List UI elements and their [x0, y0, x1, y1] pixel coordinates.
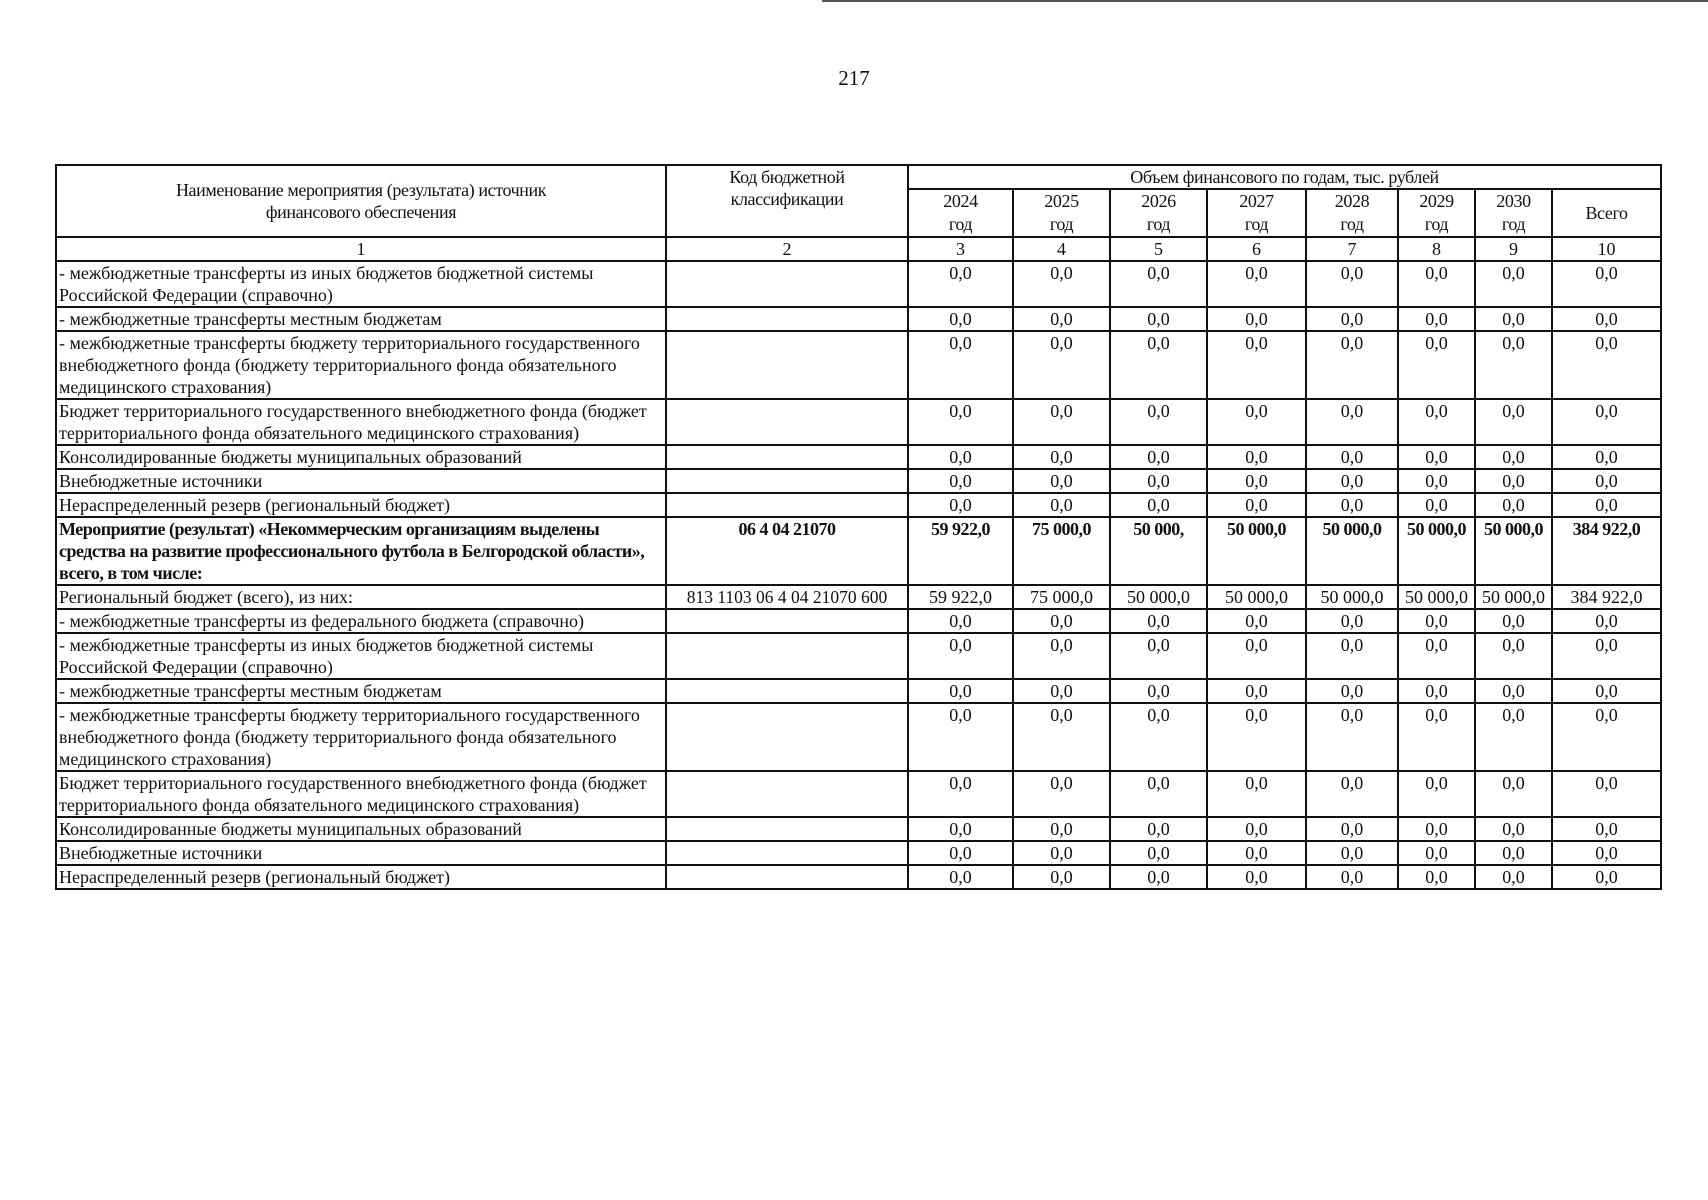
- row-year-value: 0,0: [1306, 445, 1398, 469]
- row-year-value: 0,0: [1398, 493, 1475, 517]
- row-total-value: 0,0: [1552, 493, 1661, 517]
- row-total-value: 0,0: [1552, 261, 1661, 307]
- row-year-value: 0,0: [1398, 865, 1475, 889]
- header-row-top: [56, 165, 1661, 189]
- row-budget-code: [666, 841, 908, 865]
- row-name: Мероприятие (результат) «Некоммерческим организациям выделены средства на развитие профессионального футбола в Белгородской области», всего, в том числе:: [56, 517, 666, 585]
- table-row: [56, 493, 1661, 517]
- row-year-value: 0,0: [1013, 841, 1110, 865]
- row-name: - межбюджетные трансферты из иных бюджетов бюджетной системы Российской Федерации (справочно): [56, 261, 666, 307]
- row-budget-code: [666, 331, 908, 399]
- row-name: Бюджет территориального государственного внебюджетного фонда (бюджет территориального фонда обязательного медицинского страхования): [56, 399, 666, 445]
- row-year-value: 0,0: [908, 679, 1013, 703]
- row-year-value: 0,0: [1475, 609, 1552, 633]
- row-name: Бюджет территориального государственного внебюджетного фонда (бюджет территориального фонда обязательного медицинского страхования): [56, 771, 666, 817]
- row-year-value: 0,0: [1398, 261, 1475, 307]
- row-name: - межбюджетные трансферты местным бюджетам: [56, 679, 666, 703]
- row-year-value: 0,0: [1306, 817, 1398, 841]
- row-year-value: 0,0: [908, 445, 1013, 469]
- row-budget-code: [666, 261, 908, 307]
- row-year-value: 0,0: [1207, 307, 1306, 331]
- row-year-value: 0,0: [1013, 703, 1110, 771]
- row-budget-code: [666, 679, 908, 703]
- row-year-value: 0,0: [908, 469, 1013, 493]
- row-year-value: 0,0: [1207, 841, 1306, 865]
- header-name-column: Наименование мероприятия (результата) источник финансового обеспечения: [56, 165, 666, 237]
- table-row: [56, 865, 1661, 889]
- row-year-value: 0,0: [908, 399, 1013, 445]
- row-year-value: 0,0: [1110, 817, 1207, 841]
- row-year-value: 0,0: [1013, 633, 1110, 679]
- header-year: 2026: [1141, 191, 1176, 211]
- row-year-value: 0,0: [1110, 445, 1207, 469]
- row-year-value: 0,0: [1110, 771, 1207, 817]
- row-year-value: 0,0: [1207, 817, 1306, 841]
- row-year-value: 0,0: [1398, 331, 1475, 399]
- row-year-value: 0,0: [1110, 261, 1207, 307]
- row-year-value: 0,0: [1110, 469, 1207, 493]
- row-year-value: 0,0: [1398, 817, 1475, 841]
- row-year-value: 0,0: [1207, 679, 1306, 703]
- header-year-suffix: год: [948, 214, 973, 234]
- row-year-value: 75 000,0: [1013, 585, 1110, 609]
- row-year-value: 0,0: [1306, 865, 1398, 889]
- table-row: [56, 469, 1661, 493]
- row-year-value: 59 922,0: [908, 517, 1013, 585]
- header-year-cell: [1475, 189, 1552, 237]
- row-year-value: 0,0: [1306, 633, 1398, 679]
- row-year-value: 0,0: [1475, 771, 1552, 817]
- row-budget-code: [666, 493, 908, 517]
- row-year-value: 0,0: [1207, 399, 1306, 445]
- row-year-value: 0,0: [1207, 493, 1306, 517]
- row-year-value: 59 922,0: [908, 585, 1013, 609]
- row-name: Нераспределенный резерв (региональный бюджет): [56, 865, 666, 889]
- row-year-value: 0,0: [1207, 469, 1306, 493]
- row-year-value: 0,0: [1306, 771, 1398, 817]
- row-year-value: 0,0: [1110, 331, 1207, 399]
- header-year-cell: [1306, 189, 1398, 237]
- row-total-value: 0,0: [1552, 331, 1661, 399]
- header-year: 2025: [1044, 191, 1079, 211]
- row-year-value: 0,0: [1013, 399, 1110, 445]
- header-year-suffix: год: [1244, 214, 1269, 234]
- column-number: 3: [908, 237, 1013, 261]
- row-year-value: 0,0: [1475, 703, 1552, 771]
- row-year-value: 0,0: [1398, 679, 1475, 703]
- row-year-value: 0,0: [908, 331, 1013, 399]
- row-year-value: 0,0: [1013, 865, 1110, 889]
- row-year-value: 0,0: [908, 865, 1013, 889]
- row-budget-code: [666, 703, 908, 771]
- header-total-column: Всего: [1552, 189, 1661, 237]
- column-number: 5: [1110, 237, 1207, 261]
- header-year: 2029: [1419, 191, 1454, 211]
- table-body: [56, 261, 1661, 889]
- row-year-value: 0,0: [1110, 609, 1207, 633]
- header-year: 2030: [1496, 191, 1531, 211]
- row-year-value: 50 000,0: [1398, 585, 1475, 609]
- row-year-value: 0,0: [1306, 679, 1398, 703]
- row-year-value: 0,0: [908, 493, 1013, 517]
- row-budget-code: [666, 399, 908, 445]
- row-year-value: 50 000,0: [1398, 517, 1475, 585]
- row-year-value: 0,0: [1306, 307, 1398, 331]
- table-row: [56, 609, 1661, 633]
- row-year-value: 0,0: [1306, 399, 1398, 445]
- header-volume-column: Объем финансового по годам, тыс. рублей: [908, 165, 1661, 189]
- header-year-suffix: год: [1501, 214, 1526, 234]
- row-year-value: 0,0: [1475, 817, 1552, 841]
- row-year-value: 50 000,0: [1207, 585, 1306, 609]
- row-year-value: 0,0: [1475, 445, 1552, 469]
- row-year-value: 50 000,0: [1306, 517, 1398, 585]
- row-year-value: 0,0: [1207, 261, 1306, 307]
- row-total-value: 0,0: [1552, 307, 1661, 331]
- header-year-suffix: год: [1146, 214, 1171, 234]
- row-year-value: 0,0: [1475, 493, 1552, 517]
- row-year-value: 0,0: [1013, 817, 1110, 841]
- row-year-value: 0,0: [1207, 331, 1306, 399]
- row-total-value: 384 922,0: [1552, 585, 1661, 609]
- row-year-value: 0,0: [1207, 633, 1306, 679]
- row-year-value: 0,0: [908, 841, 1013, 865]
- row-year-value: 0,0: [1306, 703, 1398, 771]
- row-year-value: 0,0: [908, 609, 1013, 633]
- row-year-value: 0,0: [1398, 445, 1475, 469]
- row-name: - межбюджетные трансферты бюджету территориального государственного внебюджетного фонда (бюджету территориального фонда обязательного медицинского страхования): [56, 331, 666, 399]
- row-budget-code: 813 1103 06 4 04 21070 600: [666, 585, 908, 609]
- row-year-value: 0,0: [1110, 633, 1207, 679]
- column-number: 1: [56, 237, 666, 261]
- row-year-value: 0,0: [1110, 399, 1207, 445]
- row-year-value: 0,0: [908, 703, 1013, 771]
- header-year-cell: [1110, 189, 1207, 237]
- row-year-value: 0,0: [908, 817, 1013, 841]
- row-year-value: 0,0: [1398, 469, 1475, 493]
- row-year-value: 50 000,: [1110, 517, 1207, 585]
- table-row: [56, 261, 1661, 307]
- row-year-value: 0,0: [1475, 331, 1552, 399]
- column-number: 7: [1306, 237, 1398, 261]
- row-year-value: 0,0: [1207, 703, 1306, 771]
- header-year-cell: [908, 189, 1013, 237]
- row-budget-code: [666, 633, 908, 679]
- row-year-value: 0,0: [1398, 771, 1475, 817]
- row-name: - межбюджетные трансферты из иных бюджетов бюджетной системы Российской Федерации (справочно): [56, 633, 666, 679]
- header-year: 2028: [1334, 191, 1370, 211]
- row-year-value: 0,0: [1398, 399, 1475, 445]
- row-year-value: 0,0: [1475, 633, 1552, 679]
- header-code-column: Код бюджетной классификации: [666, 165, 908, 237]
- table-row: [56, 307, 1661, 331]
- header-year-suffix: год: [1049, 214, 1074, 234]
- header-year-cell: [1013, 189, 1110, 237]
- row-total-value: 0,0: [1552, 633, 1661, 679]
- row-total-value: 0,0: [1552, 841, 1661, 865]
- row-year-value: 0,0: [1110, 841, 1207, 865]
- row-year-value: 0,0: [1398, 609, 1475, 633]
- row-budget-code: [666, 445, 908, 469]
- row-year-value: 50 000,0: [1207, 517, 1306, 585]
- table-row: [56, 817, 1661, 841]
- row-year-value: 0,0: [1306, 609, 1398, 633]
- header-year-cell: [1207, 189, 1306, 237]
- row-name: - межбюджетные трансферты местным бюджетам: [56, 307, 666, 331]
- row-total-value: 0,0: [1552, 865, 1661, 889]
- column-numbers-row: [56, 237, 1661, 261]
- row-year-value: 0,0: [908, 261, 1013, 307]
- row-year-value: 0,0: [1475, 399, 1552, 445]
- header-year-suffix: год: [1424, 214, 1449, 234]
- row-year-value: 0,0: [1398, 307, 1475, 331]
- row-year-value: 0,0: [1475, 469, 1552, 493]
- row-year-value: 0,0: [1306, 261, 1398, 307]
- column-number: 10: [1552, 237, 1661, 261]
- row-year-value: 0,0: [908, 633, 1013, 679]
- row-budget-code: [666, 609, 908, 633]
- page-number: 217: [838, 66, 870, 90]
- row-year-value: 0,0: [1306, 469, 1398, 493]
- row-year-value: 0,0: [1207, 609, 1306, 633]
- header-year-cell: [1398, 189, 1475, 237]
- row-budget-code: 06 4 04 21070: [666, 517, 908, 585]
- table-row: [56, 399, 1661, 445]
- row-year-value: 0,0: [1110, 679, 1207, 703]
- row-year-value: 0,0: [1013, 771, 1110, 817]
- row-year-value: 0,0: [1013, 445, 1110, 469]
- row-total-value: 0,0: [1552, 703, 1661, 771]
- row-total-value: 0,0: [1552, 679, 1661, 703]
- row-year-value: 0,0: [1207, 771, 1306, 817]
- table-row: [56, 331, 1661, 399]
- row-total-value: 0,0: [1552, 445, 1661, 469]
- row-budget-code: [666, 307, 908, 331]
- row-year-value: 0,0: [1398, 633, 1475, 679]
- row-year-value: 0,0: [1013, 469, 1110, 493]
- table-row: [56, 633, 1661, 679]
- row-name: Нераспределенный резерв (региональный бюджет): [56, 493, 666, 517]
- table-row: [56, 771, 1661, 817]
- header-year: 2024: [943, 191, 978, 211]
- row-name: - межбюджетные трансферты бюджету территориального государственного внебюджетного фонда (бюджету территориального фонда обязательного медицинского страхования): [56, 703, 666, 771]
- row-name: Внебюджетные источники: [56, 841, 666, 865]
- financing-table: [55, 164, 1662, 890]
- table-row: [56, 703, 1661, 771]
- column-number: 4: [1013, 237, 1110, 261]
- row-year-value: 50 000,0: [1110, 585, 1207, 609]
- table-row: [56, 679, 1661, 703]
- row-year-value: 75 000,0: [1013, 517, 1110, 585]
- row-total-value: 0,0: [1552, 469, 1661, 493]
- header-year: 2027: [1239, 191, 1274, 211]
- row-year-value: 0,0: [1306, 493, 1398, 517]
- row-total-value: 0,0: [1552, 817, 1661, 841]
- row-total-value: 0,0: [1552, 609, 1661, 633]
- table-row: [56, 445, 1661, 469]
- column-number: 2: [666, 237, 908, 261]
- row-year-value: 0,0: [1475, 307, 1552, 331]
- row-year-value: 0,0: [1110, 307, 1207, 331]
- row-budget-code: [666, 817, 908, 841]
- row-name: - межбюджетные трансферты из федерального бюджета (справочно): [56, 609, 666, 633]
- row-year-value: 0,0: [1110, 865, 1207, 889]
- row-year-value: 0,0: [1475, 679, 1552, 703]
- row-year-value: 0,0: [1013, 307, 1110, 331]
- row-year-value: 0,0: [1398, 841, 1475, 865]
- row-name: Консолидированные бюджеты муниципальных образований: [56, 445, 666, 469]
- row-year-value: 0,0: [1475, 841, 1552, 865]
- row-year-value: 0,0: [1475, 865, 1552, 889]
- row-year-value: 0,0: [1475, 261, 1552, 307]
- row-year-value: 0,0: [1013, 609, 1110, 633]
- row-year-value: 0,0: [1306, 331, 1398, 399]
- row-year-value: 0,0: [908, 771, 1013, 817]
- row-year-value: 0,0: [1110, 703, 1207, 771]
- row-year-value: 0,0: [1398, 703, 1475, 771]
- column-number: 8: [1398, 237, 1475, 261]
- header-year-suffix: год: [1340, 214, 1364, 234]
- column-number: 9: [1475, 237, 1552, 261]
- row-year-value: 0,0: [1207, 445, 1306, 469]
- row-budget-code: [666, 771, 908, 817]
- row-total-value: 0,0: [1552, 771, 1661, 817]
- row-name: Консолидированные бюджеты муниципальных образований: [56, 817, 666, 841]
- row-year-value: 50 000,0: [1475, 517, 1552, 585]
- row-year-value: 0,0: [908, 307, 1013, 331]
- row-year-value: 0,0: [1110, 493, 1207, 517]
- row-year-value: 50 000,0: [1306, 585, 1398, 609]
- table-row: [56, 517, 1661, 585]
- table-row: [56, 585, 1661, 609]
- row-year-value: 0,0: [1013, 261, 1110, 307]
- row-total-value: 384 922,0: [1552, 517, 1661, 585]
- column-number: 6: [1207, 237, 1306, 261]
- row-budget-code: [666, 865, 908, 889]
- row-year-value: 0,0: [1013, 679, 1110, 703]
- row-year-value: 0,0: [1013, 331, 1110, 399]
- row-name: Региональный бюджет (всего), из них:: [56, 585, 666, 609]
- row-year-value: 0,0: [1207, 865, 1306, 889]
- row-budget-code: [666, 469, 908, 493]
- row-year-value: 0,0: [1013, 493, 1110, 517]
- row-year-value: 50 000,0: [1475, 585, 1552, 609]
- row-year-value: 0,0: [1306, 841, 1398, 865]
- scan-edge-line: [822, 0, 1708, 2]
- row-name: Внебюджетные источники: [56, 469, 666, 493]
- table-row: [56, 841, 1661, 865]
- row-total-value: 0,0: [1552, 399, 1661, 445]
